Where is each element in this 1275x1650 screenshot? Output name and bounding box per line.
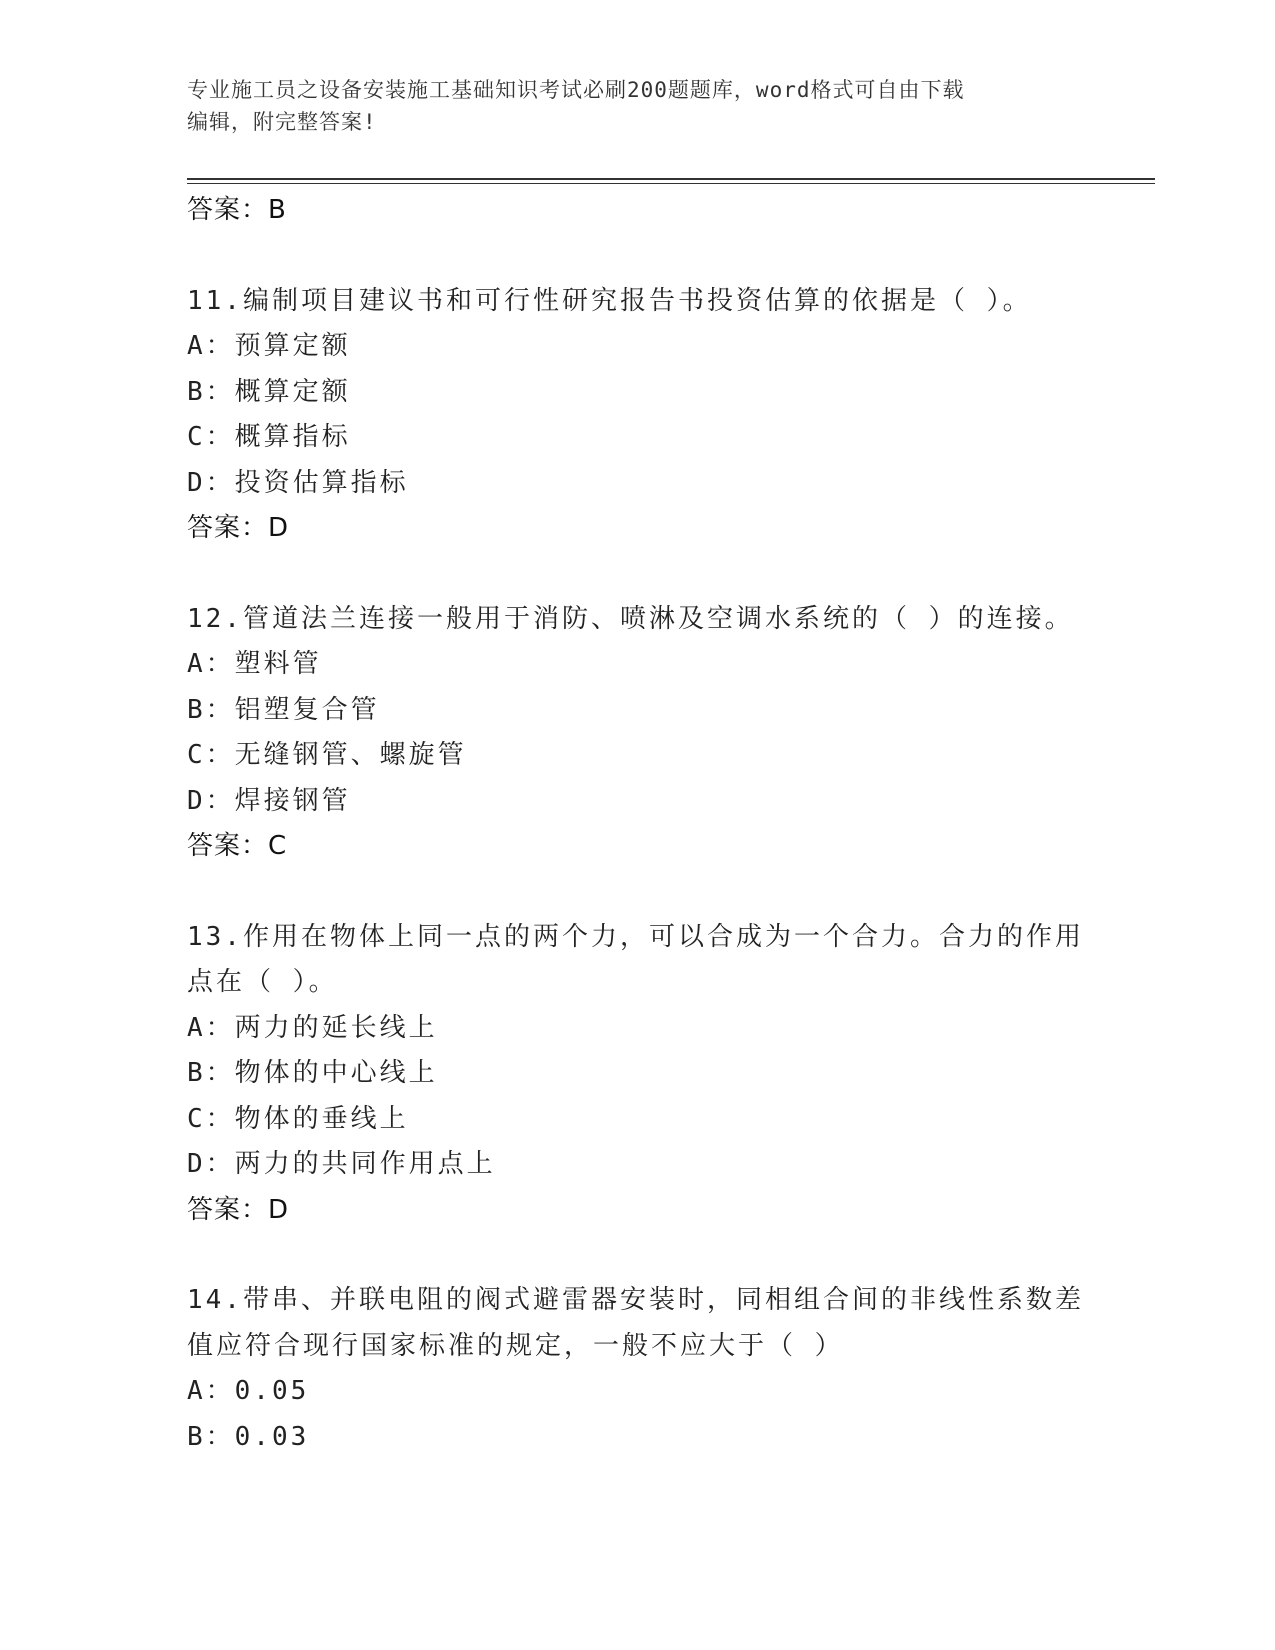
question-stem: 11.编制项目建议书和可行性研究报告书投资估算的依据是（ ）。: [187, 285, 1032, 316]
option-a: A：0.05: [187, 1376, 310, 1406]
document-header: [187, 74, 1067, 138]
option-b: B：铝塑复合管: [187, 694, 380, 725]
answer-line: 答案：B: [187, 195, 287, 225]
question-stem: 14.带串、并联电阻的阀式避雷器安装时，同相组合间的非线性系数差: [187, 1285, 1084, 1315]
answer-line: 答案：C: [187, 831, 288, 861]
option-a: A：预算定额: [187, 331, 351, 361]
question-12: [187, 597, 1087, 870]
option-b: B：物体的中心线上: [187, 1058, 438, 1088]
question-stem-continued: 值应符合现行国家标准的规定，一般不应大于（ ）: [187, 1330, 844, 1361]
question-11: [187, 279, 1087, 552]
option-c: C：概算指标: [187, 422, 351, 452]
question-stem-continued: 点在（ ）。: [187, 967, 338, 997]
option-c: C：无缝钢管、螺旋管: [187, 740, 467, 770]
question-stem: 13.作用在物体上同一点的两个力，可以合成为一个合力。合力的作用: [187, 921, 1084, 952]
answer-line: 答案：D: [187, 1194, 290, 1225]
question-13: [187, 915, 1087, 1234]
header-divider-thick: [187, 178, 1155, 180]
header-title-line-2: 编辑，附完整答案!: [187, 110, 377, 134]
question-14: [187, 1278, 1087, 1460]
option-a: A：两力的延长线上: [187, 1012, 438, 1043]
header-title-line-1: 专业施工员之设备安装施工基础知识考试必刷200题题库，word格式可自由下载: [187, 78, 965, 102]
question-stem: 12.管道法兰连接一般用于消防、喷淋及空调水系统的（ ）的连接。: [187, 603, 1074, 634]
option-d: D：投资估算指标: [187, 467, 409, 498]
option-b: B：0.03: [187, 1421, 310, 1452]
option-d: D：焊接钢管: [187, 785, 351, 816]
question-list: [187, 188, 1087, 1460]
option-b: B：概算定额: [187, 376, 351, 407]
header-divider-thin: [187, 183, 1155, 184]
option-d: D：两力的共同作用点上: [187, 1149, 496, 1179]
option-c: C：物体的垂线上: [187, 1103, 409, 1134]
answer-line: 答案：D: [187, 513, 290, 543]
option-a: A：塑料管: [187, 649, 322, 679]
